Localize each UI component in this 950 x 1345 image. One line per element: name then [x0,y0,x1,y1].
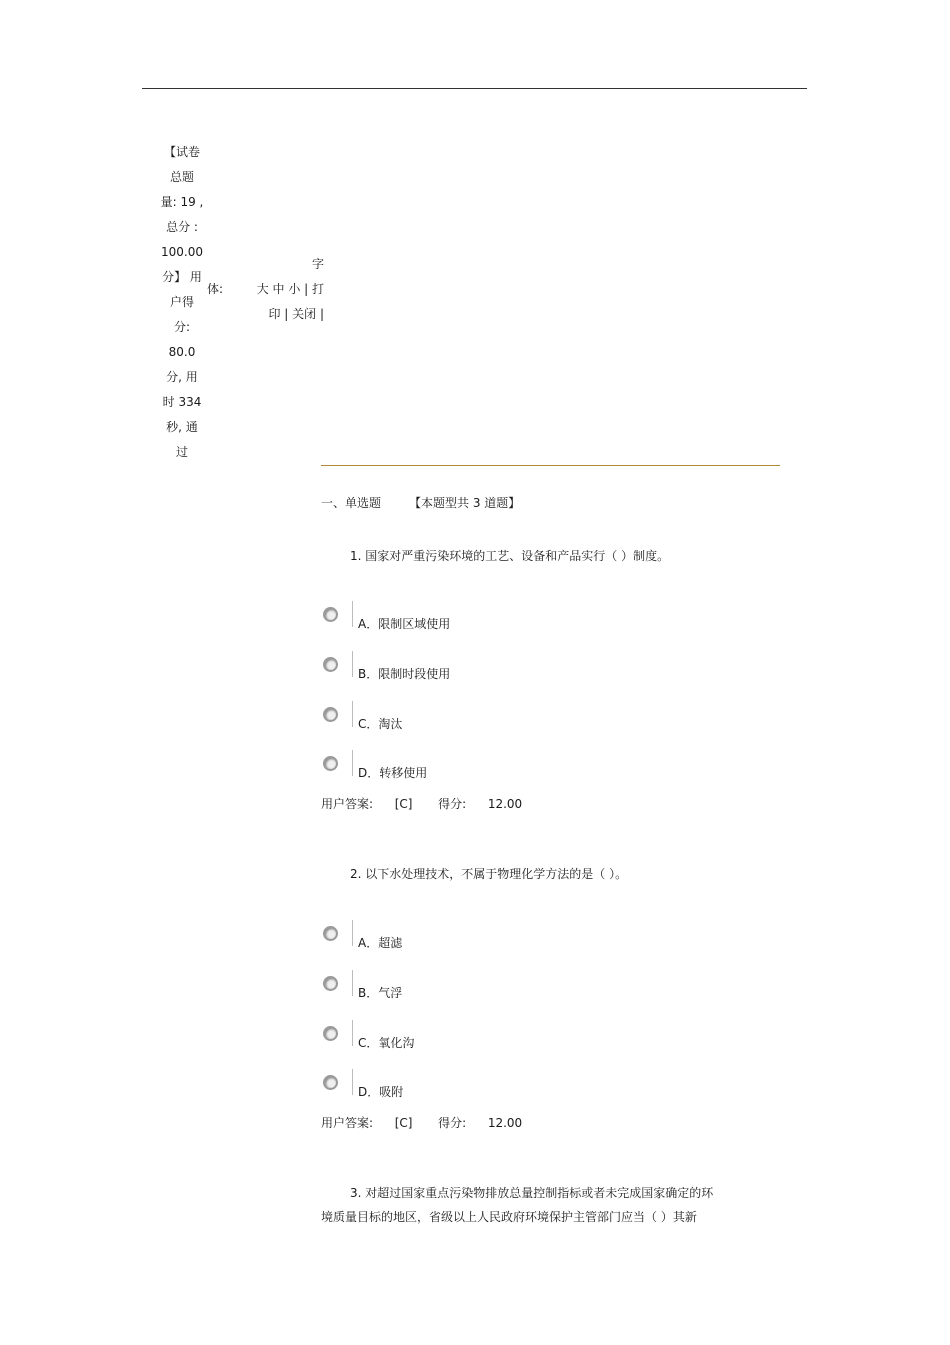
section-header [321,494,520,511]
q2-option-c[interactable] [321,1026,521,1056]
option-label: B．气浮 [358,986,403,1000]
option-label: C．淘汰 [358,717,403,731]
option-label: A．限制区域使用 [358,617,451,631]
option-divider [352,651,353,677]
q1-option-a[interactable] [321,607,521,637]
q2-option-d[interactable] [321,1075,521,1105]
radio-button[interactable] [323,1075,338,1090]
question-1-text: 1. 国家对严重污染环境的工艺、设备和产品实行（ ）制度。 [350,549,670,563]
font-size-label: 体: [207,282,224,296]
radio-button[interactable] [323,607,338,622]
radio-button[interactable] [323,756,338,771]
summary-line: 秒, 通 [166,420,198,434]
user-answer: [C] [394,1116,413,1130]
summary-line: 【试卷 [163,145,200,159]
radio-button[interactable] [323,976,338,991]
q1-option-d[interactable] [321,756,521,786]
option-divider [352,1069,353,1095]
print-close-links[interactable]: 印 | 关闭 | [268,307,324,321]
radio-button[interactable] [323,1026,338,1041]
score-label: 得分: [438,1116,467,1130]
summary-line: 总分 : [166,220,198,234]
page-controls [238,252,324,327]
option-label: A．超滤 [358,936,403,950]
summary-line: 分, 用 [166,370,198,384]
option-divider [352,1020,353,1046]
user-answer: [C] [394,797,413,811]
exam-summary [156,140,208,465]
answer-label: 用户答案: [321,1116,374,1130]
top-divider [142,88,807,89]
q1-result [321,795,522,812]
option-label: B．限制时段使用 [358,667,451,681]
score-label: 得分: [438,797,467,811]
font-size-and-print-links[interactable]: 大 中 小 | 打 [256,282,324,296]
summary-line: 80.0 [168,345,196,359]
option-divider [352,970,353,996]
q2-result [321,1114,522,1131]
q1-option-b[interactable] [321,657,521,687]
summary-line: 过 [175,445,188,459]
option-label: D．吸附 [358,1085,404,1099]
summary-line: 分: [173,320,191,334]
question-3-text-continued: 境质量目标的地区，省级以上人民政府环境保护主管部门应当（ ）其新 [321,1210,697,1224]
q1-option-c[interactable] [321,707,521,737]
section-divider [321,465,780,466]
option-divider [352,920,353,946]
option-divider [352,750,353,776]
score-value: 12.00 [487,797,523,811]
section-count: 【本题型共 3 道题】 [409,496,521,510]
question-3-text: 3. 对超过国家重点污染物排放总量控制指标或者未完成国家确定的环 [350,1186,714,1200]
radio-button[interactable] [323,926,338,941]
q2-option-b[interactable] [321,976,521,1006]
option-divider [352,701,353,727]
summary-line: 总题 [169,170,194,184]
summary-line: 分】 用 [162,270,202,284]
summary-line: 100.00 [161,245,203,259]
q2-option-a[interactable] [321,926,521,956]
section-title: 一、单选题 [321,496,382,510]
summary-line: 量: 19 , [160,195,204,209]
font-control-label: 字 [311,257,324,271]
option-label: D．转移使用 [358,766,428,780]
summary-line: 户得 [169,295,194,309]
question-2-text: 2. 以下水处理技术，不属于物理化学方法的是（ ）。 [350,867,628,881]
summary-line: 时 334 [162,395,202,409]
score-value: 12.00 [487,1116,523,1130]
radio-button[interactable] [323,657,338,672]
option-label: C．氧化沟 [358,1036,415,1050]
option-divider [352,601,353,627]
answer-label: 用户答案: [321,797,374,811]
radio-button[interactable] [323,707,338,722]
